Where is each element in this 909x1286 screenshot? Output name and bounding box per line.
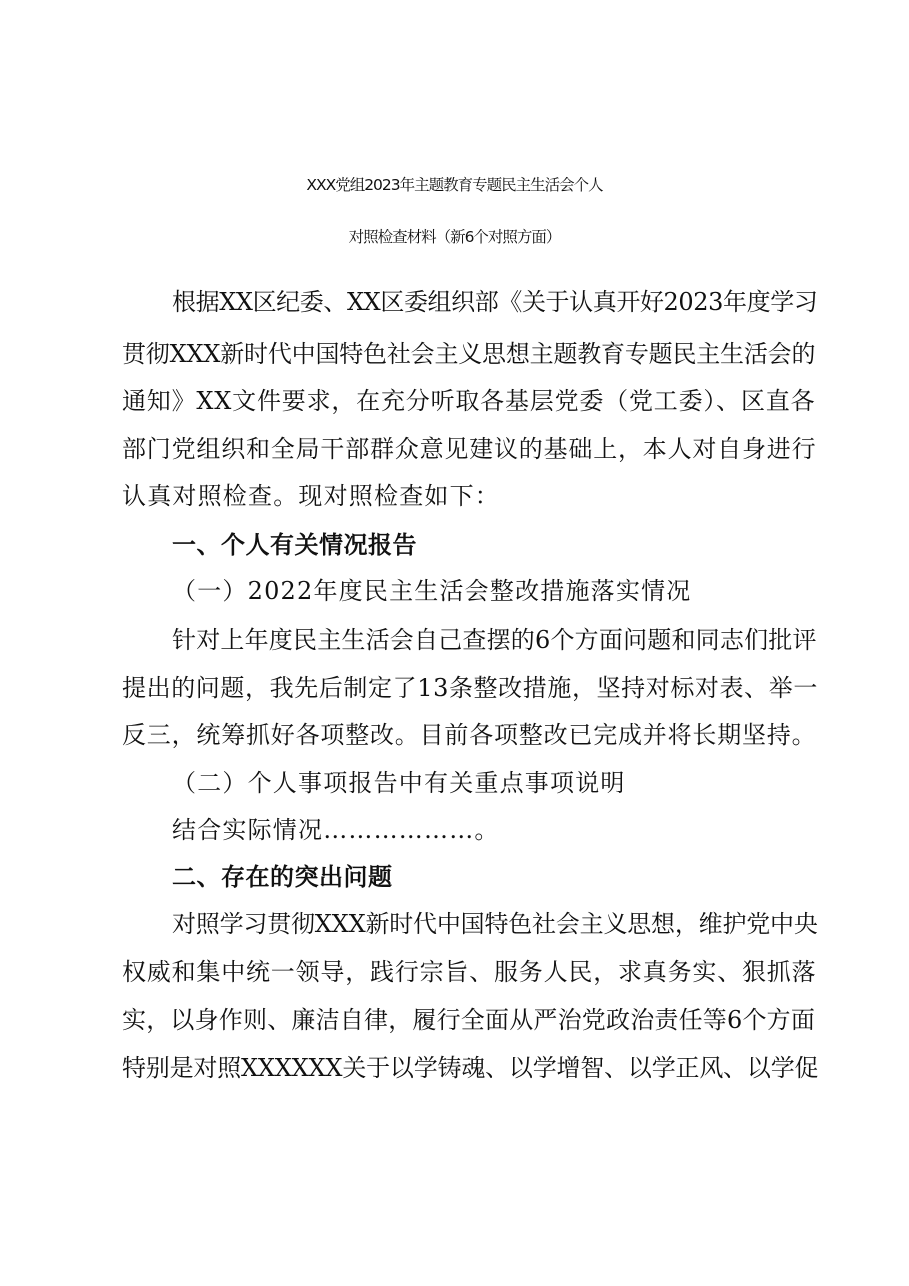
section-2-line-3: 实，以身作则、廉洁自律，履行全面从严治党政治责任等6个方面 (122, 1006, 816, 1034)
section-2-line-4: 特别是对照XXXXXX关于以学铸魂、以学增智、以学正风、以学促 (122, 1054, 819, 1082)
section-1-heading: 一、个人有关情况报告 (172, 531, 417, 559)
section-1-sub-1-heading: （一）2022年度民主生活会整改措施落实情况 (172, 577, 692, 605)
section-1-sub-2-line-1: 结合实际情况………………。 (172, 816, 500, 844)
section-1-sub-2-heading: （二）个人事项报告中有关重点事项说明 (172, 769, 626, 797)
intro-line-5: 认真对照检查。现对照检查如下： (122, 482, 500, 510)
intro-line-4: 部门党组织和全局干部群众意见建议的基础上，本人对自身进行 (122, 435, 817, 463)
intro-line-1: 根据XX区纪委、XX区委组织部《关于认真开好2023年度学习 (172, 288, 818, 316)
section-2-heading: 二、存在的突出问题 (172, 863, 393, 891)
intro-line-2: 贯彻XXX新时代中国特色社会主义思想主题教育专题民主生活会的 (122, 340, 816, 368)
document-title-line-1: XXX党组2023年主题教育专题民主生活会个人 (306, 176, 603, 194)
section-2-line-2: 权威和集中统一领导，践行宗旨、服务人民，求真务实、狠抓落 (122, 958, 817, 986)
document-title-line-2: 对照检查材料（新6个对照方面） (348, 228, 561, 246)
section-1-sub-1-line-3: 反三，统筹抓好各项整改。目前各项整改已完成并将长期坚持。 (122, 721, 817, 749)
section-1-sub-1-line-2: 提出的问题，我先后制定了13条整改措施，坚持对标对表、举一 (122, 674, 818, 702)
intro-line-3: 通知》XX文件要求，在充分听取各基层党委（党工委）、区直各 (122, 387, 816, 415)
section-1-sub-1-line-1: 针对上年度民主生活会自己查摆的6个方面问题和同志们批评 (172, 626, 817, 654)
section-2-line-1: 对照学习贯彻XXX新时代中国特色社会主义思想，维护党中央 (172, 910, 818, 938)
